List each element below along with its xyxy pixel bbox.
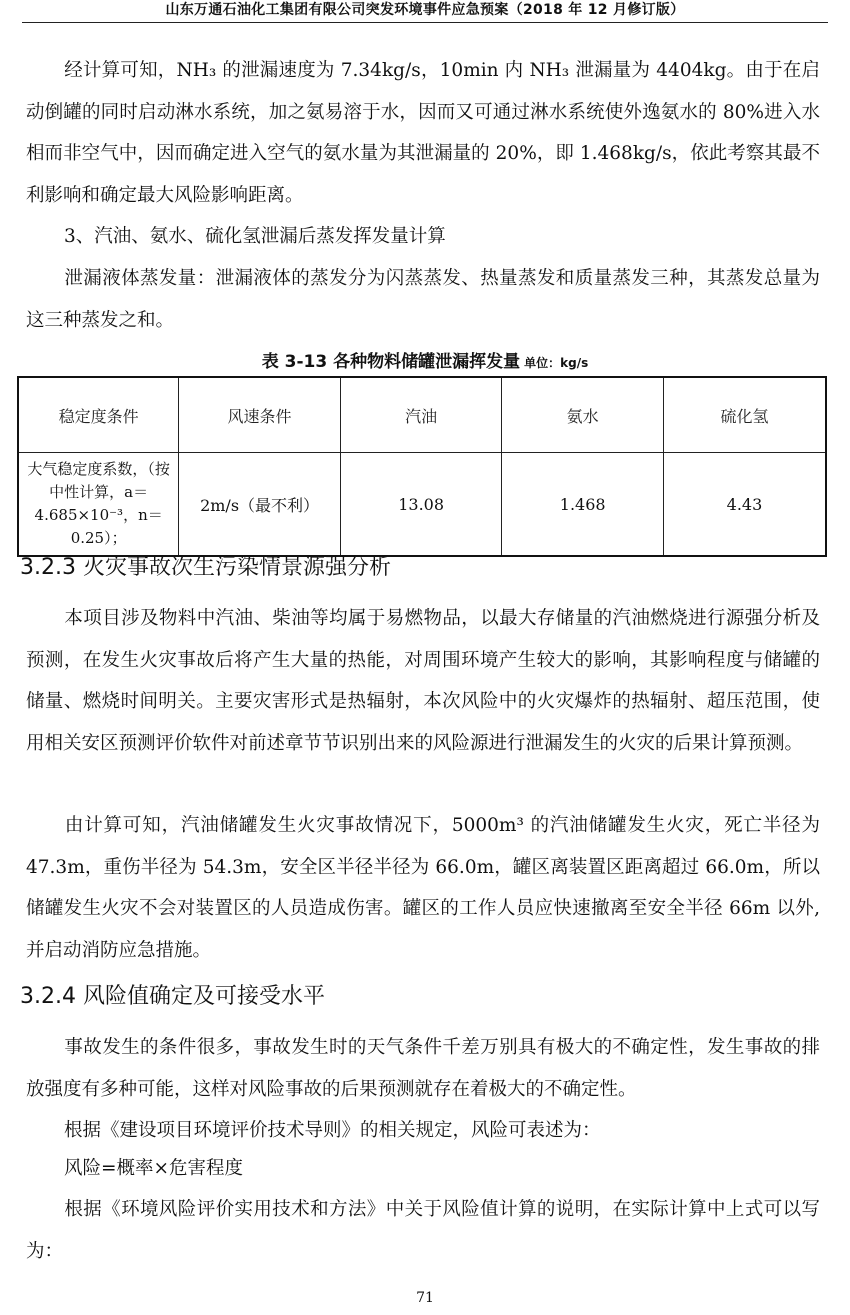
- paragraph-text: 事故发生的条件很多，事故发生时的天气条件千差万别具有极大的不确定性，发生事故的排放强度有多种可能，这样对风险事故的后果预测就存在着极大的不确定性。: [26, 1037, 820, 1100]
- table-cell-gasoline: 13.08: [340, 453, 502, 557]
- paragraph-text: 经计算可知，NH₃ 的泄漏速度为 7.34kg/s，10min 内 NH₃ 泄漏量为 4404kg。由于在启动倒罐的同时启动淋水系统，加之氨易溶于水，因而又可通过淋水系统使外逸氨水的 80%进入水相而非空气中，因而确定进入空气的氨水量为其泄漏量的 20%，即 1.468kg/s，依此考察其最不利影响和确定最大风险影响距离。: [26, 60, 820, 206]
- paragraph-fire-analysis: [26, 598, 820, 764]
- page-number: 71: [416, 1290, 434, 1306]
- paragraph-text: 泄漏液体蒸发量：泄漏液体的蒸发分为闪蒸蒸发、热量蒸发和质量蒸发三种，其蒸发总量为这三种蒸发之和。: [26, 268, 820, 331]
- section-heading-3-2-3: 3.2.3 火灾事故次生污染情景源强分析: [20, 555, 391, 580]
- table-row: [18, 453, 826, 557]
- paragraph-risk-calculation: [26, 1189, 820, 1272]
- table-header-cell: 汽油: [340, 377, 502, 453]
- paragraph-nh3-leak: [26, 50, 820, 216]
- table-header-cell: 硫化氢: [663, 377, 826, 453]
- table-caption-title: 表 3-13 各种物料储罐泄漏挥发量: [261, 352, 521, 372]
- paragraph-text: 根据《环境风险评价实用技术和方法》中关于风险值计算的说明，在实际计算中上式可以写为：: [26, 1199, 820, 1262]
- page-header: [22, 0, 828, 23]
- paragraph-risk-formula: [26, 1148, 820, 1190]
- paragraph-risk-guideline: [26, 1110, 820, 1152]
- paragraph-evaporation-definition: [26, 258, 820, 341]
- table-header-cell: 风速条件: [179, 377, 341, 453]
- paragraph-uncertainty: [26, 1027, 820, 1110]
- section-heading-3-2-4: 3.2.4 风险值确定及可接受水平: [20, 984, 325, 1009]
- table-cell-wind: 2m/s（最不利）: [179, 453, 341, 557]
- table-caption: [0, 349, 850, 376]
- paragraph-text: 3、汽油、氨水、硫化氢泄漏后蒸发挥发量计算: [64, 226, 446, 247]
- paragraph-text: 本项目涉及物料中汽油、柴油等均属于易燃物品，以最大存储量的汽油燃烧进行源强分析及预测，在发生火灾事故后将产生大量的热能，对周围环境产生较大的影响，其影响程度与储罐的储量、燃烧时间明关。主要灾害形式是热辐射，本次风险中的火灾爆炸的热辐射、超压范围，使用相关安区预测评价软件对前述章节节识别出来的风险源进行泄漏发生的火灾的后果计算预测。: [26, 608, 820, 754]
- paragraph-text: 风险=概率×危害程度: [64, 1158, 244, 1179]
- table-header-row: [18, 377, 826, 453]
- volatilization-table: [17, 376, 827, 557]
- table-cell-h2s: 4.43: [663, 453, 826, 557]
- paragraph-evaporation-heading: [26, 216, 820, 258]
- table-cell-stability: 大气稳定度系数，（按中性计算，a＝4.685×10⁻³，n＝0.25）；: [18, 453, 179, 557]
- table-cell-ammonia: 1.468: [502, 453, 664, 557]
- paragraph-fire-results: [26, 805, 820, 971]
- header-title: 山东万通石油化工集团有限公司突发环境事件应急预案（2018 年 12 月修订版）: [165, 2, 685, 18]
- table-header-cell: 氨水: [502, 377, 664, 453]
- table-caption-unit: 单位：kg/s: [524, 356, 589, 370]
- paragraph-text: 根据《建设项目环境评价技术导则》的相关规定，风险可表述为：: [64, 1120, 601, 1141]
- table-header-cell: 稳定度条件: [18, 377, 179, 453]
- paragraph-text: 由计算可知，汽油储罐发生火灾事故情况下，5000m³ 的汽油储罐发生火灾，死亡半径为 47.3m，重伤半径为 54.3m，安全区半径半径为 66.0m，罐区离装置区距离超过 66.0m，所以储罐发生火灾不会对装置区的人员造成伤害。罐区的工作人员应快速撤离至安全半径 66m 以外,并启动消防应急措施。: [26, 815, 820, 961]
